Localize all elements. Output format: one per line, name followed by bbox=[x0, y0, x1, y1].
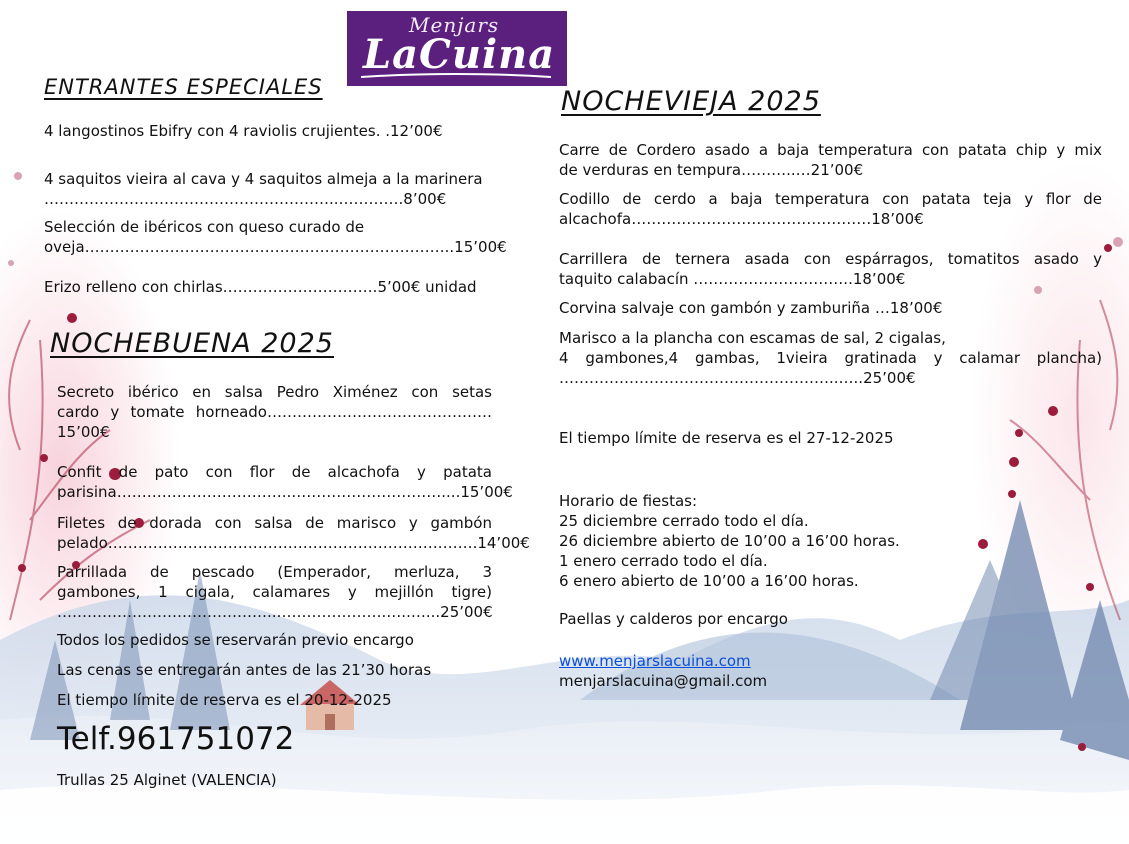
horario-line: 6 enero abierto de 10’00 a 16’00 horas. bbox=[559, 572, 859, 590]
logo-title: LaCuina bbox=[363, 31, 556, 78]
nochevieja-item-line: alcachofa…………………………………………18’00€ bbox=[559, 210, 924, 228]
nochebuena-item bbox=[57, 382, 492, 442]
horario-title: Horario de fiestas: bbox=[559, 492, 698, 510]
nochevieja-item-line: ………………………………………………..…..25’00€ bbox=[559, 369, 916, 387]
entrantes-item bbox=[44, 277, 477, 297]
nochevieja-item-line: Corvina salvaje con gambón y zamburiña …18’00€ bbox=[559, 299, 943, 317]
nochebuena-item-line: parisina……………………………..…………………………....15’00€ bbox=[57, 483, 513, 501]
nochevieja-item-line: Carrillera de ternera asada con espárragos, tomatitos asado y bbox=[559, 250, 1102, 268]
logo-swoosh-icon bbox=[361, 71, 551, 81]
nochebuena-note: Todos los pedidos se reservarán previo encargo bbox=[57, 631, 414, 649]
horario-block bbox=[559, 491, 900, 591]
nochevieja-item bbox=[559, 189, 1102, 229]
phone-number[interactable]: Telf.961751072 bbox=[57, 721, 295, 757]
horario-line: 1 enero cerrado todo el día. bbox=[559, 552, 768, 570]
nochebuena-item-line: Secreto ibérico en salsa Pedro Ximénez con setas bbox=[57, 383, 492, 401]
entrantes-item bbox=[44, 169, 483, 209]
entrantes-item-line: Selección de ibéricos con queso curado de bbox=[44, 218, 365, 236]
website-link[interactable]: www.menjarslacuina.com bbox=[559, 652, 751, 670]
nochebuena-item-line: gambones, 1 cigala, calamares y mejillón tigre) bbox=[57, 583, 492, 601]
nochebuena-item-line: Parrillada de pescado (Emperador, merluza, 3 bbox=[57, 563, 492, 581]
nochevieja-item-line: Codillo de cerdo a baja temperatura con patata teja y flor de bbox=[559, 190, 1102, 208]
nochevieja-item-line: Marisco a la plancha con escamas de sal, 2 cigalas, bbox=[559, 329, 946, 347]
nochebuena-item-line: Confit de pato con flor de alcachofa y patata bbox=[57, 463, 492, 481]
nochebuena-item-line: 15’00€ bbox=[57, 423, 110, 441]
nochebuena-item-line: pelado………………………………………………………….…….14’00€ bbox=[57, 534, 530, 552]
nochebuena-note: El tiempo límite de reserva es el 20-12-2025 bbox=[57, 691, 392, 709]
entrantes-item bbox=[44, 217, 507, 257]
nochevieja-item bbox=[559, 249, 1102, 289]
nochevieja-item-line: Carre de Cordero asado a baja temperatura con patata chip y mix bbox=[559, 141, 1102, 159]
nochevieja-item bbox=[559, 328, 1102, 388]
nochevieja-item-line: de verduras en tempura………..…21’00€ bbox=[559, 161, 864, 179]
logo-subtitle: Menjars bbox=[409, 13, 500, 37]
nochebuena-item bbox=[57, 513, 530, 553]
nochebuena-item-line: cardo y tomate horneado……………………………………… bbox=[57, 403, 492, 421]
nochevieja-reserva: El tiempo límite de reserva es el 27-12-2025 bbox=[559, 429, 894, 447]
horario-line: 26 diciembre abierto de 10’00 a 16’00 horas. bbox=[559, 532, 900, 550]
nochebuena-item bbox=[57, 462, 513, 502]
nochevieja-item-line: taquito calabacín …………………………..18’00€ bbox=[559, 270, 906, 288]
contact-block bbox=[559, 651, 767, 691]
nochebuena-item bbox=[57, 562, 492, 622]
nochevieja-item-line: 4 gambones,4 gambas, 1vieira gratinada y calamar plancha) bbox=[559, 349, 1102, 367]
nochebuena-note: Las cenas se entregarán antes de las 21’30 horas bbox=[57, 661, 432, 679]
entrantes-item bbox=[44, 121, 442, 141]
nochebuena-item-line: Filetes de dorada con salsa de marisco y gambón bbox=[57, 514, 492, 532]
entrantes-title: ENTRANTES ESPECIALES bbox=[44, 75, 323, 99]
address: Trullas 25 Alginet (VALENCIA) bbox=[57, 771, 277, 789]
nochebuena-title: NOCHEBUENA 2025 bbox=[50, 328, 334, 359]
paellas-note: Paellas y calderos por encargo bbox=[559, 610, 788, 628]
nochebuena-item-line: ……………………………………..………………….…..…...25’00€ bbox=[57, 603, 493, 621]
horario-line: 25 diciembre cerrado todo el día. bbox=[559, 512, 809, 530]
entrantes-item-line: Erizo relleno con chirlas………………………….5’00€ unidad bbox=[44, 278, 477, 296]
nochevieja-title: NOCHEVIEJA 2025 bbox=[561, 86, 821, 117]
nochevieja-item bbox=[559, 298, 942, 318]
entrantes-item-line: …………………………………………………..………….8’00€ bbox=[44, 190, 447, 208]
entrantes-item-line: oveja………………………………………………………………..15’00€ bbox=[44, 238, 507, 256]
brand-logo bbox=[347, 11, 567, 86]
nochevieja-item bbox=[559, 140, 1102, 180]
email-address[interactable]: menjarslacuina@gmail.com bbox=[559, 672, 768, 690]
entrantes-item-line: 4 langostinos Ebifry con 4 raviolis crujientes. .12’00€ bbox=[44, 122, 443, 140]
entrantes-item-line: 4 saquitos vieira al cava y 4 saquitos almeja a la marinera bbox=[44, 170, 483, 188]
